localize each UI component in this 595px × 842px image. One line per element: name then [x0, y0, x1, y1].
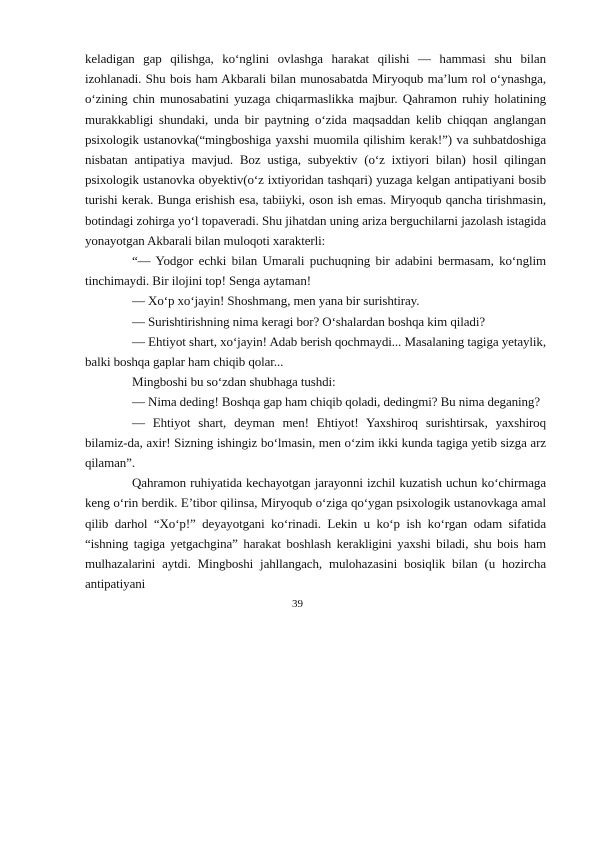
paragraph-3: — Xo‘p xo‘jayin! Shoshmang, men yana bir surishtiray. — [132, 293, 420, 309]
paragraph-9: Qahramon ruhiyatida kechayotgan jarayonni izchil kuzatish uchun ko‘chirmaga keng o‘rin berdik. E’tibor qilinsa, Miryoqub o‘ziga qo‘ygan psixologik ustanovkaga amal qilib darhol “Xo‘p!” deyayotgani ko‘rinadi. Lekin u ko‘p ish ko‘rgan odam sifatida “ishning tagiga yetgachgina” harakat boshlash kerakligini yaxshi biladi, shu bois ham mulhazalarini aytdi. Mingboshi jahllangach, mulohazasini bosiqlik bilan (u hozircha antipatiyani — [85, 475, 546, 592]
page-number: 39 — [292, 598, 303, 610]
paragraph-6: Mingboshi bu so‘zdan shubhaga tushdi: — [132, 374, 336, 390]
paragraph-8: — Ehtiyot shart, deyman men! Ehtiyot! Yaxshiroq surishtirsak, yaxshiroq bilamiz-da, axir! Sizning ishingiz bo‘lmasin, men o‘zim ikki kunda tagiga yetib sizga arz qilaman”. — [85, 414, 546, 471]
paragraph-4: — Surishtirishning nima keragi bor? O‘shalardan boshqa kim qiladi? — [132, 313, 485, 329]
paragraph-7: — Nima deding! Boshqa gap ham chiqib qoladi, dedingmi? Bu nima deganing? — [132, 394, 540, 410]
document-page — [85, 49, 546, 594]
paragraph-1: keladigan gap qilishga, ko‘nglini ovlashga harakat qilishi — hammasi shu bilan izohlanadi. Shu bois ham Akbarali bilan munosabatda Miryoqub ma’lum rol o‘ynashga, o‘zining chin munosabatini yuzaga chiqarmaslikka majbur. Qahramon ruhiy holatining murakkabligi shundaki, unda bir paytning o‘zida maqsaddan kelib chiqqan anglangan psixologik ustanovka(“mingboshiga yaxshi muomila qilishim kerak!”) va suhbatdoshiga nisbatan antipatiya mavjud. Boz ustiga, subyektiv (o‘z ixtiyori bilan) hosil qilingan psixologik ustanovka obyektiv(o‘z ixtiyoridan tashqari) yuzaga kelgan antipatiyani bosib turishi kerak. Bunga erishish esa, tabiiyki, oson ish emas. Miryoqub qancha tirishmasin, botindagi zohirga yo‘l topaveradi. Shu jihatdan uning ariza berguchilarni jazolash istagida yonayotgan Akbarali bilan muloqoti xarakterli: — [85, 51, 546, 248]
paragraph-5: — Ehtiyot shart, xo‘jayin! Adab berish qochmaydi... Masalaning tagiga yetaylik, balki boshqa gaplar ham chiqib qolar... — [85, 333, 546, 370]
paragraph-2: “— Yodgor echki bilan Umarali puchuqning bir adabini bermasam, ko‘nglim tinchimaydi. Bir ilojini top! Senga aytaman! — [85, 253, 546, 289]
